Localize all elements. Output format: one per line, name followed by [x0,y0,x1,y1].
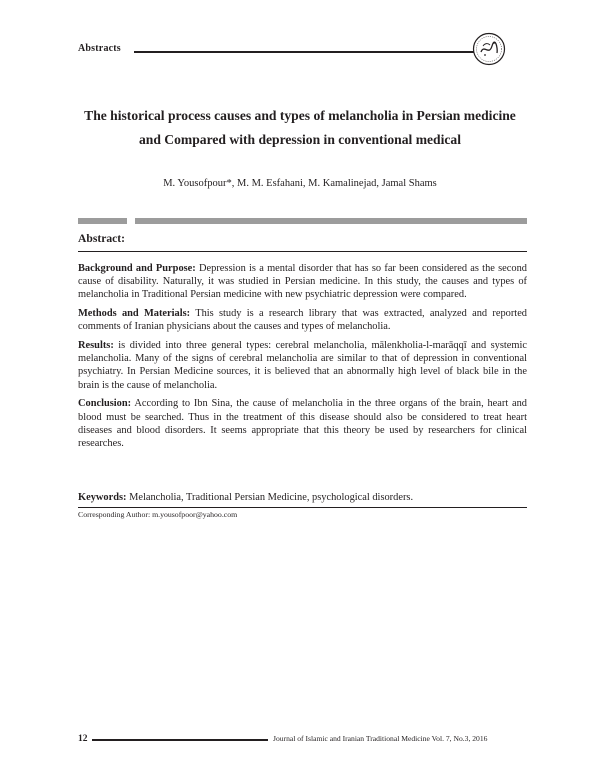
background-paragraph [78,262,527,302]
page-number: 12 [78,734,88,744]
section-label: Abstracts [78,43,121,54]
keywords-rule [78,507,527,508]
abstract-heading: Abstract: [78,232,126,245]
journal-seal-icon [472,32,506,66]
abstract-body [78,262,527,456]
background-label: Background and Purpose: [78,263,196,274]
header-rule [134,51,474,53]
conclusion-text: According to Ibn Sina, the cause of melancholia in the three organs of the brain, heart and blood must be searched. Thus in the treatment of this disease should also be considered to treat heart diseases and blood disorders. It seems appropriate that this theory be used by researchers for clinical researches. [78,398,527,449]
results-label: Results: [78,340,114,352]
background-text: Depression is a mental disorder that has so far been considered as the second cause of disability. Naturally, it was studied in Persian medicine. In this study, the causes and types of melancholia in Traditional Persian medicine with new psychiatric depression were compared. [78,263,527,301]
results-paragraph [78,339,527,392]
journal-citation: Journal of Islamic and Iranian Traditional Medicine Vol. 7, No.3, 2016 [273,734,488,743]
authors: M. Yousofpour*, M. M. Esfahani, M. Kamalinejad, Jamal Shams [163,178,437,189]
keywords-label: Keywords: [78,492,127,503]
divider-bar-long [135,218,527,224]
methods-text: This study is a research library that was extracted, analyzed and reported comments of Iranian physicians about the causes and types of melancholia. [78,308,527,333]
footer-rule [92,739,268,741]
conclusion-label: Conclusion: [78,398,132,410]
results-text: is divided into three general types: cerebral melancholia, mālenkholia-l-marāqqī and systemic melancholia. Many of the signs of cerebral melancholia are similar to that of depression in conventional psychiatry. In Persian Medicine sources, it is believed that an abnormally high level of black bile in the brain is the cause of melancholia. [78,340,527,391]
corresponding-author: Corresponding Author: m.yousofpoor@yahoo.com [78,510,238,519]
abstract-rule [78,251,527,252]
divider-bar-short [78,218,127,224]
article-title-line-1: The historical process causes and types of melancholia in Persian medicine [84,108,516,123]
keywords-line [78,492,527,503]
keywords-text: Melancholia, Traditional Persian Medicine, psychological disorders. [129,492,414,503]
article-title [60,104,540,152]
conclusion-paragraph [78,397,527,450]
methods-paragraph [78,307,527,333]
article-title-line-2: and Compared with depression in conventional medical [138,132,461,147]
methods-label: Methods and Materials: [78,308,191,320]
